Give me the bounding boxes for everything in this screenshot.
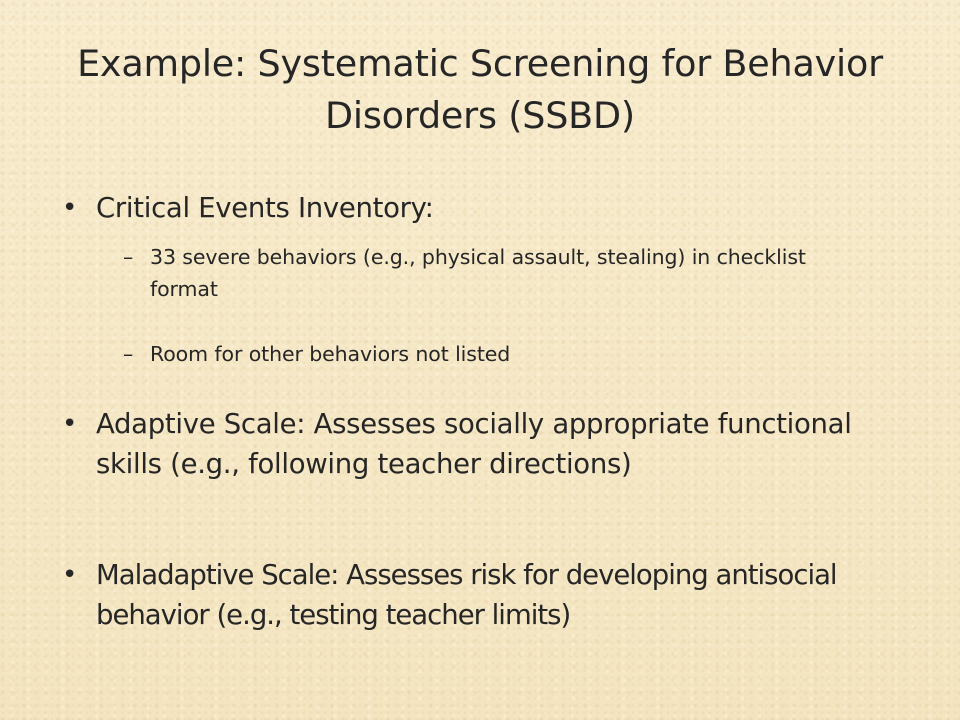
subbullet-other-behaviors: – Room for other behaviors not listed: [150, 338, 870, 370]
bullet-maladaptive-scale: • Maladaptive Scale: Assesses risk for developing antisocial behavior (e.g., testing teacher limits): [96, 555, 896, 635]
bullet-adaptive-scale: • Adaptive Scale: Assesses socially appropriate functional skills (e.g., following teacher directions): [96, 404, 896, 484]
bullet-critical-events-inventory: • Critical Events Inventory:: [96, 188, 896, 228]
subbullet-severe-behaviors: – 33 severe behaviors (e.g., physical assault, stealing) in checklist format: [150, 241, 870, 305]
slide-title: Example: Systematic Screening for Behavior Disorders (SSBD): [77, 42, 883, 137]
